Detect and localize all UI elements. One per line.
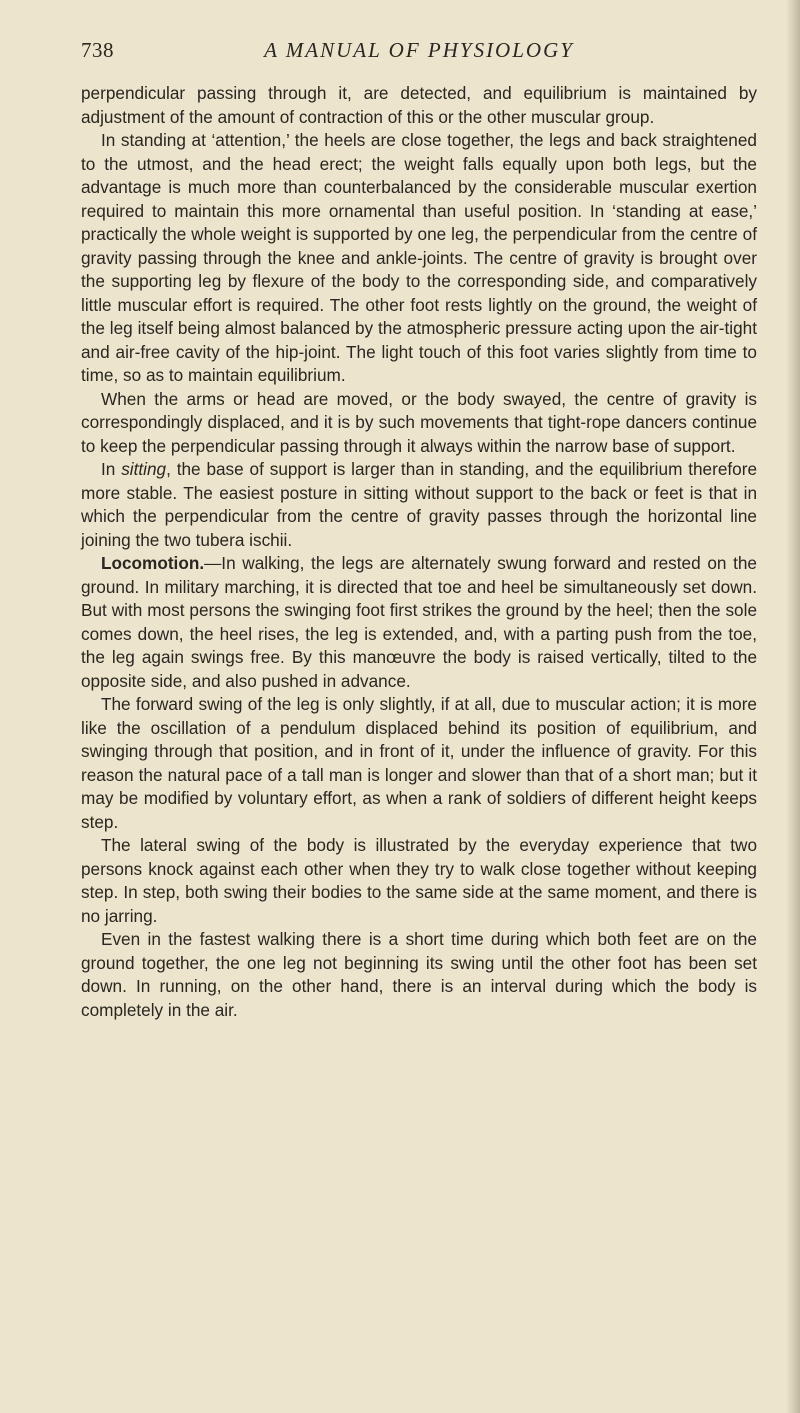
sitting-emphasis: sitting [121,459,167,479]
body-text [81,82,757,1022]
paragraph-locomotion [81,552,757,693]
paragraph-sitting [81,458,757,552]
page-edge-shadow [786,0,800,1413]
locomotion-text: —In walking, the legs are alternately swung forward and rested on the ground. In military marching, it is directed that toe and heel be simultaneously set down. But with most persons the swinging foot first strikes the ground by the heel; then the sole comes down, the heel rises, the leg is extended, and, with a parting push from the toe, the leg again swings free. By this manœuvre the body is raised vertically, tilted to the opposite side, and also pushed in advance. [81,553,757,691]
paragraph-movement: When the arms or head are moved, or the body swayed, the centre of gravity is correspondingly displaced, and it is by such movements that tight-rope dancers continue to keep the perpendicular passing through it always within the narrow base of support. [81,388,757,456]
paragraph-lateral-swing: The lateral swing of the body is illustrated by the everyday experience that two persons knock against each other when they try to walk close together without keeping step. In step, both swing their bodies to the same side at the same moment, and there is no jarring. [81,835,757,926]
paragraph-continuation: perpendicular passing through it, are detected, and equilibrium is maintained by adjustment of the amount of contraction of this or the other muscular group. [81,83,757,127]
section-heading-locomotion: Locomotion. [101,553,205,573]
page-header [81,38,757,68]
sitting-text: , the base of support is larger than in standing, and the equilibrium therefore more stable. The easiest posture in sitting without support to the back or feet is that in which the perpendicular from the centre of gravity passes through the horizontal line joining the two tubera ischii. [81,459,758,550]
running-title: A MANUAL OF PHYSIOLOGY [264,38,574,62]
sitting-lead: In [101,459,122,479]
paragraph-running: Even in the fastest walking there is a short time during which both feet are on the ground together, the one leg not beginning its swing until the other foot has been set down. In running, on the other hand, there is an interval during which the body is completely in the air. [81,929,757,1020]
paragraph-forward-swing: The forward swing of the leg is only slightly, if at all, due to muscular action; it is more like the oscillation of a pendulum displaced behind its position of equilibrium, and swinging through that position, and in front of it, under the influence of gravity. For this reason the natural pace of a tall man is longer and slower than that of a short man; but it may be modified by voluntary effort, as when a rank of soldiers of different height keeps step. [81,694,757,832]
paragraph-standing: In standing at ‘attention,’ the heels are close together, the legs and back straightened to the utmost, and the head erect; the weight falls equally upon both legs, but the advantage is much more than counterbalanced by the considerable muscular exertion required to maintain this more ornamental than useful position. In ‘standing at ease,’ practically the whole weight is supported by one leg, the perpendicular from the centre of gravity passing through the knee and ankle-joints. The centre of gravity is brought over the supporting leg by flexure of the body to the corresponding side, and comparatively little muscular effort is required. The other foot rests lightly on the ground, the weight of the leg itself being almost balanced by the atmospheric pressure acting upon the air-tight and air-free cavity of the hip-joint. The light touch of this foot varies slightly from time to time, so as to maintain equilibrium. [81,130,757,385]
page-number: 738 [81,38,114,62]
